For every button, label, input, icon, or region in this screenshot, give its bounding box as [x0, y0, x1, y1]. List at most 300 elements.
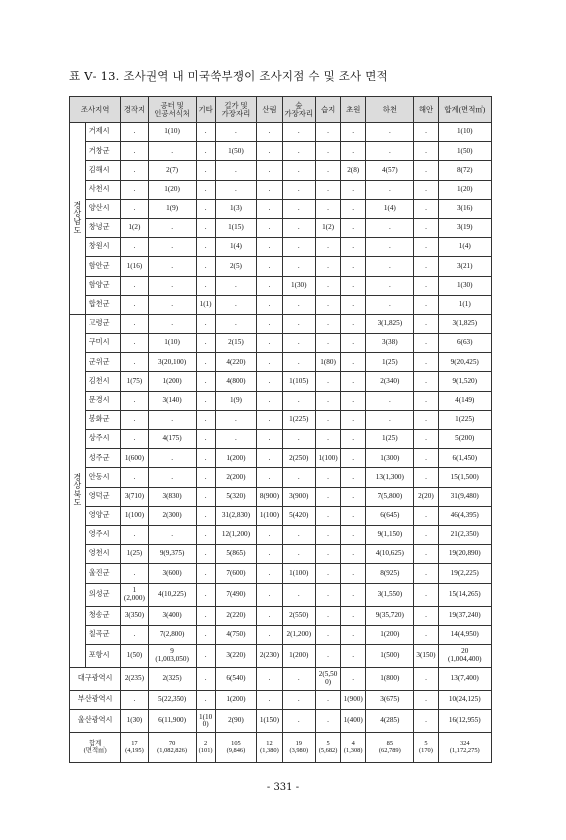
table-cell: 105 (9,846): [215, 733, 257, 763]
table-cell: 3(16): [438, 199, 492, 218]
table-cell: 3(900): [282, 487, 316, 506]
table-cell: 3(150): [414, 644, 438, 667]
table-cell: .: [282, 545, 316, 564]
table-cell: 1(600): [121, 449, 148, 468]
table-cell: .: [196, 506, 215, 525]
table-cell: .: [121, 123, 148, 142]
table-cell: .: [257, 142, 282, 161]
table-cell: .: [196, 525, 215, 544]
table-cell: .: [257, 468, 282, 487]
table-cell: .: [121, 564, 148, 583]
table-cell: 12 (1,380): [257, 733, 282, 763]
table-cell: .: [196, 583, 215, 606]
table-cell: 1(25): [121, 545, 148, 564]
table-cell: .: [316, 257, 341, 276]
table-cell: .: [341, 353, 366, 372]
table-cell: .: [257, 123, 282, 142]
table-cell: .: [257, 295, 282, 314]
row-label: 영양군: [85, 506, 121, 525]
table-cell: .: [414, 161, 438, 180]
table-cell: 2(340): [366, 372, 414, 391]
table-cell: .: [341, 564, 366, 583]
table-cell: 8(72): [438, 161, 492, 180]
table-cell: 3(220): [215, 644, 257, 667]
table-row: [70, 644, 492, 667]
table-row: [70, 583, 492, 606]
page-number: - 331 -: [266, 782, 300, 793]
table-cell: 9(35,720): [366, 606, 414, 625]
table-cell: .: [366, 180, 414, 199]
table-cell: .: [414, 410, 438, 429]
table-cell: 1(500): [366, 644, 414, 667]
table-cell: .: [196, 487, 215, 506]
table-cell: .: [414, 276, 438, 295]
row-label: 부산광역시: [70, 690, 121, 709]
table-cell: 1(200): [215, 690, 257, 709]
table-cell: .: [341, 199, 366, 218]
row-label: 포항시: [85, 644, 121, 667]
table-cell: .: [282, 710, 316, 733]
table-cell: 6(1,450): [438, 449, 492, 468]
table-cell: .: [316, 487, 341, 506]
table-cell: 1(3): [215, 199, 257, 218]
table-cell: 13(1,300): [366, 468, 414, 487]
table-cell: 1(100): [257, 506, 282, 525]
table-cell: 1(100): [316, 449, 341, 468]
table-cell: .: [121, 391, 148, 410]
table-cell: 4(10,225): [148, 583, 196, 606]
table-cell: 2(230): [257, 644, 282, 667]
table-cell: .: [316, 276, 341, 295]
table-cell: .: [196, 353, 215, 372]
column-header: 초원: [341, 97, 366, 123]
table-cell: .: [196, 667, 215, 690]
table-cell: .: [341, 238, 366, 257]
table-cell: 6(63): [438, 334, 492, 353]
table-cell: .: [282, 180, 316, 199]
table-cell: 1(1): [196, 295, 215, 314]
table-cell: 3(1,825): [366, 314, 414, 333]
table-cell: .: [257, 161, 282, 180]
table-cell: .: [148, 257, 196, 276]
table-cell: 2(550): [282, 606, 316, 625]
table-cell: 1(100): [121, 506, 148, 525]
table-cell: 7(600): [215, 564, 257, 583]
table-cell: .: [341, 487, 366, 506]
row-label: 고령군: [85, 314, 121, 333]
table-cell: .: [257, 667, 282, 690]
table-cell: .: [257, 238, 282, 257]
table-cell: 1(75): [121, 372, 148, 391]
table-cell: 1(25): [366, 353, 414, 372]
table-cell: 21(2,350): [438, 525, 492, 544]
table-cell: 1(225): [282, 410, 316, 429]
table-cell: .: [316, 372, 341, 391]
table-cell: .: [215, 123, 257, 142]
row-label: 문경시: [85, 391, 121, 410]
table-cell: 13(7,400): [438, 667, 492, 690]
table-cell: .: [148, 410, 196, 429]
table-cell: 70 (1,082,826): [148, 733, 196, 763]
table-cell: .: [148, 468, 196, 487]
table-cell: 6(645): [366, 506, 414, 525]
table-cell: 2(5,50 0): [316, 667, 341, 690]
table-cell: 1(300): [366, 449, 414, 468]
table-cell: 7(5,800): [366, 487, 414, 506]
table-cell: 2(8): [341, 161, 366, 180]
table-cell: 324 (1,172,275): [438, 733, 492, 763]
table-cell: .: [366, 238, 414, 257]
table-cell: .: [257, 372, 282, 391]
table-cell: .: [316, 644, 341, 667]
table-cell: .: [196, 123, 215, 142]
table-cell: .: [121, 295, 148, 314]
table-cell: .: [282, 334, 316, 353]
table-cell: .: [121, 430, 148, 449]
table-cell: .: [196, 314, 215, 333]
table-cell: 2(200): [215, 468, 257, 487]
table-cell: .: [316, 506, 341, 525]
table-cell: 9(20,425): [438, 353, 492, 372]
table-cell: .: [366, 142, 414, 161]
table-cell: .: [316, 334, 341, 353]
table-cell: 1(200): [148, 372, 196, 391]
table-cell: .: [366, 218, 414, 237]
table-cell: .: [414, 180, 438, 199]
table-cell: .: [414, 257, 438, 276]
table-cell: .: [341, 314, 366, 333]
table-cell: .: [282, 218, 316, 237]
table-row: [70, 545, 492, 564]
table-cell: .: [215, 430, 257, 449]
table-cell: .: [282, 257, 316, 276]
table-cell: 20 (1,004,400): [438, 644, 492, 667]
table-row: [70, 606, 492, 625]
table-cell: .: [414, 710, 438, 733]
table-cell: .: [257, 257, 282, 276]
row-label: 합계 (면적㎡): [70, 733, 121, 763]
table-cell: 3(400): [148, 606, 196, 625]
table-cell: 2(250): [282, 449, 316, 468]
table-cell: .: [257, 334, 282, 353]
table-cell: 3(20,100): [148, 353, 196, 372]
table-cell: .: [257, 625, 282, 644]
table-cell: 1(4): [215, 238, 257, 257]
row-label: 안동시: [85, 468, 121, 487]
table-row: [70, 218, 492, 237]
table-cell: 2(90): [215, 710, 257, 733]
table-cell: .: [316, 238, 341, 257]
table-cell: 4(220): [215, 353, 257, 372]
table-cell: .: [121, 410, 148, 429]
column-header: 해안: [414, 97, 438, 123]
table-cell: .: [414, 468, 438, 487]
table-cell: .: [341, 410, 366, 429]
table-cell: .: [282, 295, 316, 314]
table-cell: .: [316, 525, 341, 544]
table-cell: 8(900): [257, 487, 282, 506]
region-label: 경 상 남 도: [70, 123, 86, 315]
table-row: [70, 334, 492, 353]
column-header: 기타: [196, 97, 215, 123]
table-cell: .: [316, 391, 341, 410]
table-row: [70, 468, 492, 487]
table-cell: .: [341, 218, 366, 237]
table-cell: .: [282, 667, 316, 690]
table-cell: 3(710): [121, 487, 148, 506]
table-cell: .: [341, 545, 366, 564]
table-row: [70, 449, 492, 468]
table-cell: .: [341, 667, 366, 690]
table-cell: 1(30): [438, 276, 492, 295]
table-cell: 4(175): [148, 430, 196, 449]
table-cell: .: [414, 667, 438, 690]
table-row: [70, 564, 492, 583]
table-row: [70, 199, 492, 218]
table-cell: .: [282, 430, 316, 449]
row-label: 울진군: [85, 564, 121, 583]
table-cell: .: [196, 391, 215, 410]
table-row: [70, 391, 492, 410]
column-header: 공터 및 인공서식처: [148, 97, 196, 123]
table-cell: .: [341, 257, 366, 276]
table-cell: 1(50): [438, 142, 492, 161]
table-cell: .: [121, 334, 148, 353]
table-cell: .: [148, 218, 196, 237]
table-cell: 3(1,825): [438, 314, 492, 333]
table-cell: .: [257, 353, 282, 372]
table-cell: 15(1,500): [438, 468, 492, 487]
table-cell: .: [414, 625, 438, 644]
row-label: 울산광역시: [70, 710, 121, 733]
table-cell: 1(9): [215, 391, 257, 410]
table-cell: 3(140): [148, 391, 196, 410]
table-row: [70, 525, 492, 544]
table-cell: .: [257, 606, 282, 625]
table-cell: 2(20): [414, 487, 438, 506]
table-cell: .: [196, 410, 215, 429]
table-cell: .: [414, 391, 438, 410]
table-cell: 2(235): [121, 667, 148, 690]
table-cell: .: [257, 583, 282, 606]
table-cell: .: [282, 238, 316, 257]
row-label: 함양군: [85, 276, 121, 295]
table-cell: .: [341, 295, 366, 314]
table-cell: .: [196, 372, 215, 391]
row-label: 김해시: [85, 161, 121, 180]
table-cell: .: [316, 295, 341, 314]
table-cell: .: [316, 690, 341, 709]
table-row: [70, 410, 492, 429]
table-cell: .: [196, 430, 215, 449]
table-cell: 5(420): [282, 506, 316, 525]
table-cell: .: [341, 525, 366, 544]
table-cell: .: [121, 238, 148, 257]
table-cell: .: [282, 583, 316, 606]
table-cell: .: [414, 506, 438, 525]
table-cell: .: [148, 142, 196, 161]
table-cell: .: [366, 276, 414, 295]
table-cell: .: [196, 276, 215, 295]
table-cell: .: [148, 295, 196, 314]
table-row: [70, 733, 492, 763]
table-cell: .: [196, 644, 215, 667]
table-cell: .: [366, 391, 414, 410]
column-header: 경작지: [121, 97, 148, 123]
region-label: 경 상 북 도: [70, 314, 86, 667]
table-cell: .: [121, 142, 148, 161]
table-cell: .: [316, 625, 341, 644]
table-cell: .: [215, 314, 257, 333]
table-cell: .: [414, 564, 438, 583]
column-header: 산림: [257, 97, 282, 123]
row-label: 거창군: [85, 142, 121, 161]
table-cell: .: [148, 276, 196, 295]
table-cell: 4(285): [366, 710, 414, 733]
table-cell: 16(12,955): [438, 710, 492, 733]
table-cell: .: [341, 449, 366, 468]
table-cell: .: [341, 276, 366, 295]
table-cell: .: [341, 625, 366, 644]
table-cell: 1(80): [316, 353, 341, 372]
table-cell: 12(1,200): [215, 525, 257, 544]
table-row: [70, 372, 492, 391]
table-cell: .: [414, 142, 438, 161]
table-cell: .: [341, 468, 366, 487]
table-cell: .: [414, 583, 438, 606]
table-row: [70, 257, 492, 276]
table-cell: 3(1,550): [366, 583, 414, 606]
table-cell: .: [121, 314, 148, 333]
table-cell: 15(14,265): [438, 583, 492, 606]
table-cell: 1(200): [215, 449, 257, 468]
table-cell: 19(37,240): [438, 606, 492, 625]
column-header: 습지: [316, 97, 341, 123]
table-cell: .: [257, 525, 282, 544]
table-cell: .: [341, 123, 366, 142]
table-row: [70, 314, 492, 333]
table-cell: .: [257, 564, 282, 583]
table-row: [70, 710, 492, 733]
table-cell: 10(24,125): [438, 690, 492, 709]
table-cell: 4(750): [215, 625, 257, 644]
row-label: 상주시: [85, 430, 121, 449]
table-cell: .: [282, 391, 316, 410]
row-label: 함안군: [85, 257, 121, 276]
table-cell: .: [196, 218, 215, 237]
table-row: [70, 161, 492, 180]
table-cell: 19(20,890): [438, 545, 492, 564]
row-label: 대구광역시: [70, 667, 121, 690]
table-cell: .: [257, 391, 282, 410]
row-label: 의성군: [85, 583, 121, 606]
table-cell: 2(1,200): [282, 625, 316, 644]
table-cell: 1(1): [438, 295, 492, 314]
table-cell: .: [257, 199, 282, 218]
row-label: 군위군: [85, 353, 121, 372]
table-cell: 1(10): [148, 334, 196, 353]
table-cell: .: [282, 314, 316, 333]
table-cell: .: [257, 449, 282, 468]
table-cell: .: [121, 525, 148, 544]
table-cell: .: [316, 430, 341, 449]
table-cell: .: [341, 430, 366, 449]
table-cell: .: [341, 606, 366, 625]
table-row: [70, 123, 492, 142]
row-label: 영주시: [85, 525, 121, 544]
table-cell: .: [196, 180, 215, 199]
table-cell: .: [366, 295, 414, 314]
row-label: 구미시: [85, 334, 121, 353]
table-cell: 1(50): [121, 644, 148, 667]
table-cell: .: [316, 123, 341, 142]
table-row: [70, 180, 492, 199]
table-cell: .: [215, 276, 257, 295]
table-title: 표 Ⅴ- 13. 조사권역 내 미국쑥부쟁이 조사지점 수 및 조사 면적: [69, 69, 388, 83]
table-cell: 1(200): [366, 625, 414, 644]
table-cell: 4(149): [438, 391, 492, 410]
table-cell: .: [215, 161, 257, 180]
table-cell: .: [316, 468, 341, 487]
table-cell: .: [316, 161, 341, 180]
table-cell: .: [257, 180, 282, 199]
table-cell: 3(600): [148, 564, 196, 583]
table-cell: .: [282, 468, 316, 487]
table-cell: .: [257, 690, 282, 709]
table-cell: 1(10 0): [196, 710, 215, 733]
row-label: 김천시: [85, 372, 121, 391]
table-cell: .: [414, 690, 438, 709]
table-cell: 19(2,225): [438, 564, 492, 583]
table-row: [70, 142, 492, 161]
row-label: 사천시: [85, 180, 121, 199]
table-cell: .: [257, 410, 282, 429]
table-cell: 1(50): [215, 142, 257, 161]
table-cell: .: [316, 564, 341, 583]
table-cell: .: [414, 353, 438, 372]
table-cell: .: [316, 606, 341, 625]
table-cell: .: [341, 506, 366, 525]
table-cell: 17 (4,195): [121, 733, 148, 763]
row-label: 봉화군: [85, 410, 121, 429]
table-cell: .: [196, 625, 215, 644]
table-cell: .: [414, 449, 438, 468]
table-row: [70, 238, 492, 257]
table-cell: 1(16): [121, 257, 148, 276]
table-cell: .: [282, 690, 316, 709]
table-cell: .: [316, 710, 341, 733]
table-row: [70, 690, 492, 709]
table-row: [70, 295, 492, 314]
table-cell: .: [196, 468, 215, 487]
table-cell: .: [196, 690, 215, 709]
table-cell: .: [121, 690, 148, 709]
table-cell: .: [282, 123, 316, 142]
table-cell: .: [215, 410, 257, 429]
table-cell: 2(220): [215, 606, 257, 625]
table-cell: .: [316, 545, 341, 564]
table-cell: 5(22,350): [148, 690, 196, 709]
table-cell: .: [316, 180, 341, 199]
table-cell: 1(4): [438, 238, 492, 257]
table-cell: 3(38): [366, 334, 414, 353]
table-cell: 1(225): [438, 410, 492, 429]
table-cell: .: [414, 295, 438, 314]
table-cell: 8(925): [366, 564, 414, 583]
table-cell: .: [121, 468, 148, 487]
table-cell: 19 (3,980): [282, 733, 316, 763]
table-cell: 4(10,625): [366, 545, 414, 564]
